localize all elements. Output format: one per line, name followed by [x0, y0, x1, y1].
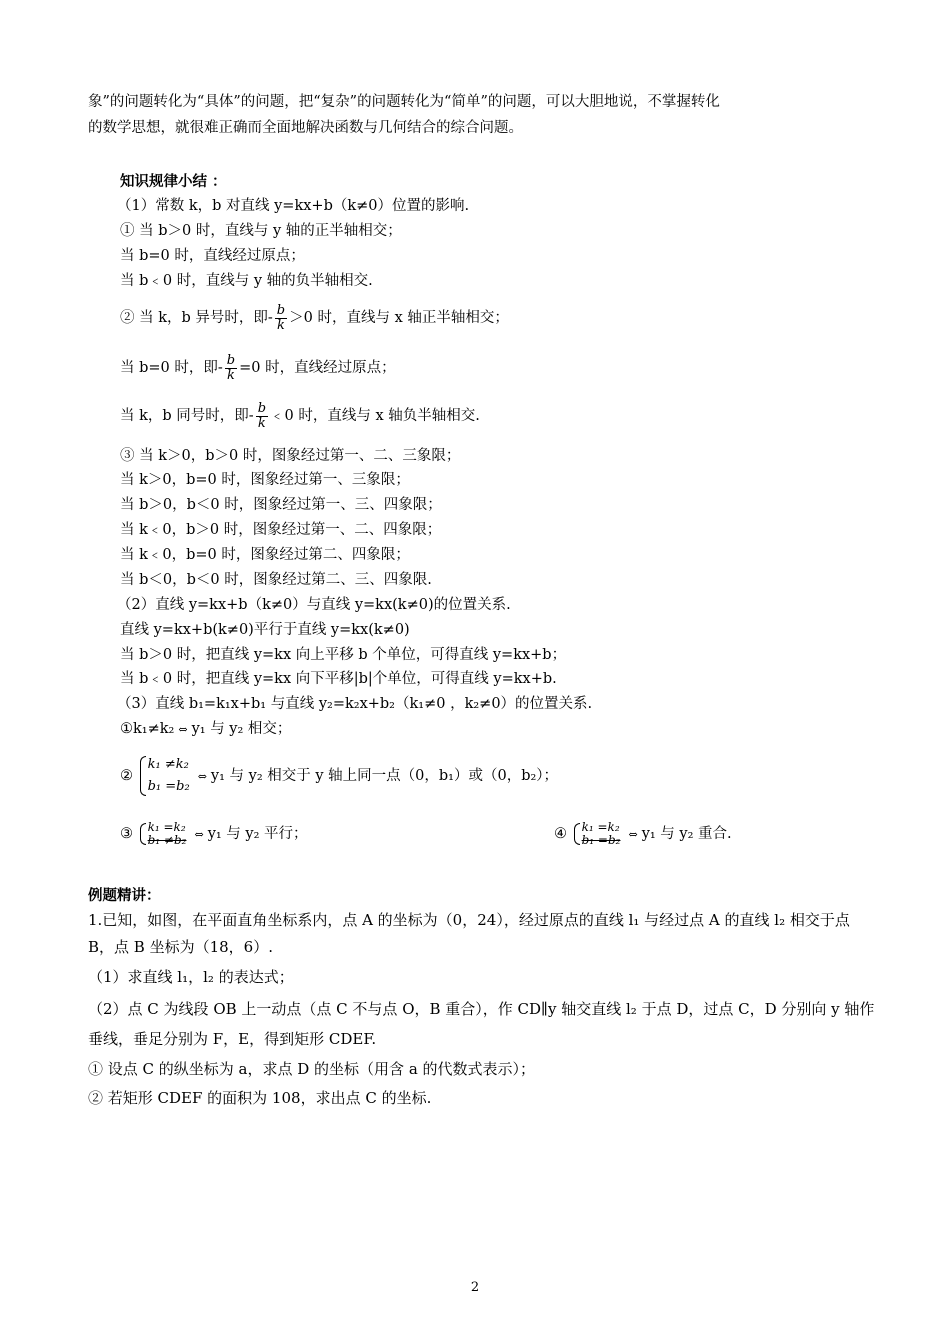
- s3-a1: [120, 719, 291, 740]
- system-row-2: b₁ =b₂: [581, 833, 621, 847]
- question-1: （1）求直线 l₁，l₂ 的表达式；: [88, 968, 294, 986]
- equation-system-brace: [138, 821, 187, 847]
- summary-heading: 知识规律小结 ：: [120, 173, 227, 190]
- system-row-2: b₁ =b₂: [147, 779, 190, 794]
- section-3-title: （3）直线 b₁=k₁x+b₁ 与直线 y₂=k₂x+b₂（k₁≠0 ，k₂≠0）的位置关系.: [117, 696, 593, 712]
- iff-arrow-icon: ⇔: [178, 723, 188, 736]
- s1-b2: [120, 352, 396, 384]
- s1-b1-post: ＞0 时，直线与 x 轴正半轴相交；: [289, 310, 509, 326]
- s3-a1-post: y₁ 与 y₂ 相交；: [191, 721, 292, 737]
- iff-arrow-icon: ⇔: [628, 828, 638, 841]
- question-2-part-b: ② 若矩形 CDEF 的面积为 108，求出点 C 的坐标.: [88, 1089, 432, 1107]
- s2-a1: 直线 y=kx+b(k≠0)平行于直线 y=kx(k≠0): [120, 622, 410, 638]
- s1-a3: 当 b﹤0 时，直线与 y 轴的负半轴相交.: [120, 273, 373, 289]
- question-2-line-1: （2）点 C 为线段 OB 上一动点（点 C 不与点 O，B 重合），作 CD∥y 轴交直线 l₂ 于点 D，过点 C，D 分别向 y 轴作: [88, 1000, 875, 1018]
- s3-a2: [120, 752, 558, 801]
- s1-c2: 当 k＞0，b=0 时，图象经过第一、三象限；: [120, 472, 410, 488]
- iff-arrow-icon: ⇔: [194, 828, 204, 841]
- system-row-1: k₁ ≠k₂: [147, 757, 189, 772]
- system-row-2: b₁ ≠b₂: [147, 833, 187, 847]
- s3-a3-label: ③: [120, 826, 133, 842]
- s3-a3-post: y₁ 与 y₂ 平行；: [207, 826, 308, 842]
- s1-b3-pre: 当 k，b 同号时，即-: [120, 408, 254, 424]
- s3-a4-post: y₁ 与 y₂ 重合.: [641, 826, 732, 842]
- s1-b1: [120, 302, 509, 334]
- s1-c3: 当 b＞0，b＜0 时，图象经过第一、三、四象限；: [120, 497, 442, 513]
- s3-a4-label: ④: [554, 826, 567, 842]
- intro-line-1: 象”的问题转化为“具体”的问题，把“复杂”的问题转化为“简单”的问题，可以大胆地说，不掌握转化: [88, 94, 720, 110]
- s2-a2: 当 b＞0 时，把直线 y=kx 向上平移 b 个单位，可得直线 y=kx+b；: [120, 647, 567, 663]
- s1-b3-post: ﹤0 时，直线与 x 轴负半轴相交.: [270, 408, 480, 424]
- examples-heading: 例题精讲：: [88, 887, 161, 904]
- equation-system-brace: [572, 821, 621, 847]
- page-number: 2: [470, 1280, 480, 1295]
- s1-b1-pre: ② 当 k，b 异号时，即-: [120, 310, 273, 326]
- fraction-numerator: b: [257, 400, 267, 416]
- system-row-1: k₁ =k₂: [581, 820, 620, 834]
- fraction-denominator: k: [275, 318, 287, 333]
- s1-c4: 当 k﹤0，b＞0 时，图象经过第一、二、四象限；: [120, 522, 442, 538]
- s1-c5: 当 k﹤0，b=0 时，图象经过第二、四象限；: [120, 547, 410, 563]
- s1-b2-pre: 当 b=0 时，即-: [120, 360, 223, 376]
- s1-b2-post: =0 时，直线经过原点；: [239, 360, 396, 376]
- s3-a4: [554, 820, 732, 849]
- question-2-part-a: ① 设点 C 的纵坐标为 a，求点 D 的坐标（用含 a 的代数式表示）；: [88, 1060, 536, 1078]
- fraction-numerator: b: [226, 352, 236, 368]
- section-1-title: （1）常数 k，b 对直线 y=kx+b（k≠0）位置的影响.: [117, 198, 470, 214]
- section-2-title: （2）直线 y=kx+b（k≠0）与直线 y=kx(k≠0)的位置关系.: [117, 597, 511, 613]
- question-2-line-2: 垂线，垂足分别为 F，E，得到矩形 CDEF.: [88, 1030, 377, 1048]
- problem-1-line-1: 1.已知，如图，在平面直角坐标系内，点 A 的坐标为（0，24），经过原点的直线 l₁ 与经过点 A 的直线 l₂ 相交于点: [88, 911, 850, 929]
- fraction-numerator: b: [276, 302, 286, 318]
- s2-a3: 当 b﹤0 时，把直线 y=kx 向下平移|b|个单位，可得直线 y=kx+b.: [120, 671, 557, 687]
- intro-line-2: 的数学思想，就很难正确而全面地解决函数与几何结合的综合问题。: [88, 120, 523, 136]
- equation-system-brace: [138, 754, 190, 798]
- fraction-b-over-k: [225, 354, 237, 383]
- s3-a3: [120, 820, 308, 849]
- problem-1-line-2: B，点 B 坐标为（18，6）.: [88, 938, 273, 956]
- s3-a2-post: y₁ 与 y₂ 相交于 y 轴上同一点（0，b₁）或（0，b₂）；: [210, 768, 559, 784]
- system-row-1: k₁ =k₂: [147, 820, 186, 834]
- s1-a1: ① 当 b＞0 时，直线与 y 轴的正半轴相交；: [120, 223, 402, 239]
- s1-b3: [120, 400, 480, 432]
- s3-a1-pre: ①k₁≠k₂: [120, 721, 175, 737]
- s1-c6: 当 b＜0，b＜0 时，图象经过第二、三、四象限.: [120, 572, 432, 588]
- fraction-b-over-k: [256, 402, 268, 431]
- fraction-b-over-k: [275, 304, 287, 333]
- iff-arrow-icon: ⇔: [197, 770, 207, 783]
- s3-a2-label: ②: [120, 768, 133, 784]
- fraction-denominator: k: [225, 368, 237, 383]
- fraction-denominator: k: [256, 416, 268, 431]
- s1-a2: 当 b=0 时，直线经过原点；: [120, 248, 305, 264]
- s1-c1: ③ 当 k＞0，b＞0 时，图象经过第一、二、三象限；: [120, 448, 461, 464]
